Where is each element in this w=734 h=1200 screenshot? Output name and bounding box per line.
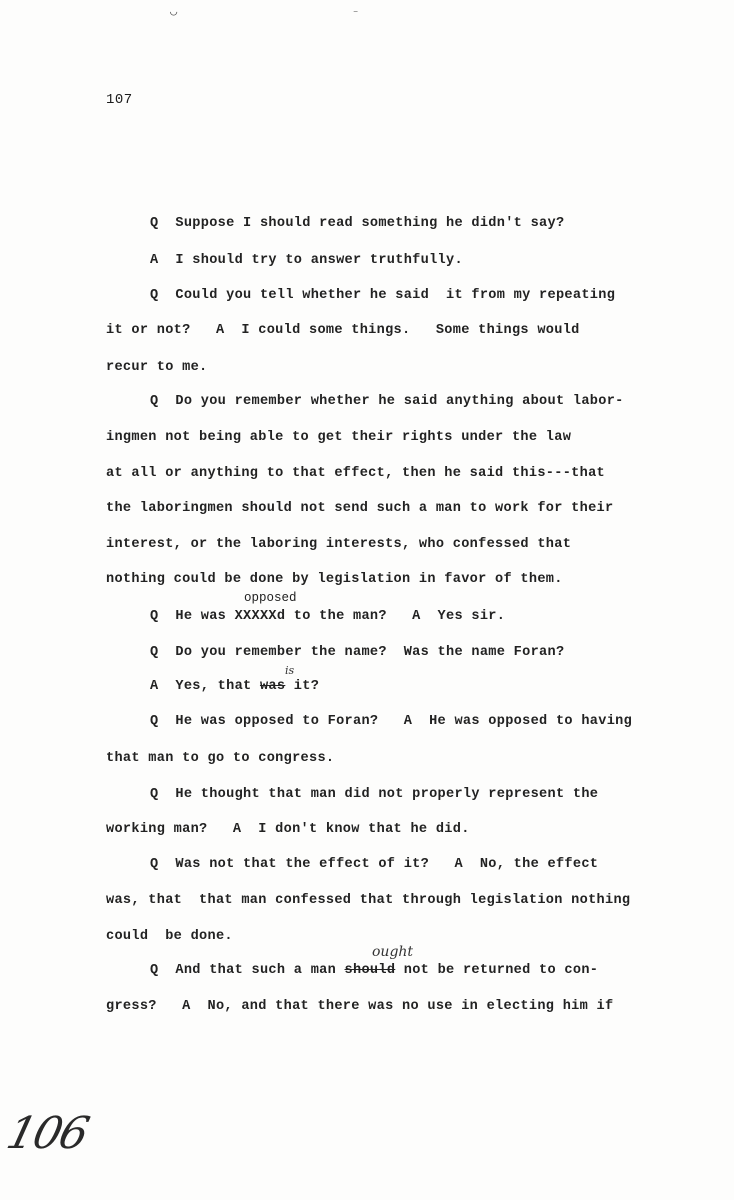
transcript-line: Q He was XXXXXd to the man? A Yes sir. (150, 609, 506, 624)
transcript-line: Q And that such a man should not be returned to con- (150, 963, 599, 978)
transcript-line: gress? A No, and that there was no use in electing him if (106, 999, 614, 1014)
transcript-line: the laboringmen should not send such a man to work for their (106, 501, 614, 516)
handwritten-insertion: is (285, 664, 295, 677)
scan-speck: ⁻ (352, 7, 360, 21)
transcript-line: A I should try to answer truthfully. (150, 253, 463, 268)
handwritten-insertion: ought (372, 944, 414, 960)
transcript-line: Q Suppose I should read something he didn't say? (150, 216, 565, 231)
transcript-line: was, that that man confessed that through legislation nothing (106, 893, 631, 908)
transcript-line: interest, or the laboring interests, who confessed that (106, 537, 572, 552)
transcript-line: nothing could be done by legislation in favor of them. (106, 572, 563, 587)
transcript-line: Q Could you tell whether he said it from my repeating (150, 288, 616, 303)
transcript-line: Q Was not that the effect of it? A No, the effect (150, 857, 599, 872)
transcript-line: Q Do you remember the name? Was the name Foran? (150, 645, 565, 660)
transcript-line: Q He was opposed to Foran? A He was opposed to having (150, 714, 633, 729)
inserted-word: opposed (244, 591, 297, 605)
page-number: 107 (106, 92, 133, 108)
transcript-line: it or not? A I could some things. Some things would (106, 323, 580, 338)
transcript-line: A Yes, that was it? (150, 679, 320, 694)
transcript-line: recur to me. (106, 360, 208, 375)
transcript-line: that man to go to congress. (106, 751, 335, 766)
transcript-line: could be done. (106, 929, 233, 944)
transcript-line: working man? A I don't know that he did. (106, 822, 470, 837)
scan-speck: ◡ (170, 5, 178, 19)
transcript-line: at all or anything to that effect, then he said this---that (106, 466, 605, 481)
transcript-line: Q He thought that man did not properly represent the (150, 787, 599, 802)
handwritten-page-number: 106 (1, 1108, 93, 1159)
transcript-line: ingmen not being able to get their rights under the law (106, 430, 572, 445)
transcript-line: Q Do you remember whether he said anything about labor- (150, 394, 624, 409)
